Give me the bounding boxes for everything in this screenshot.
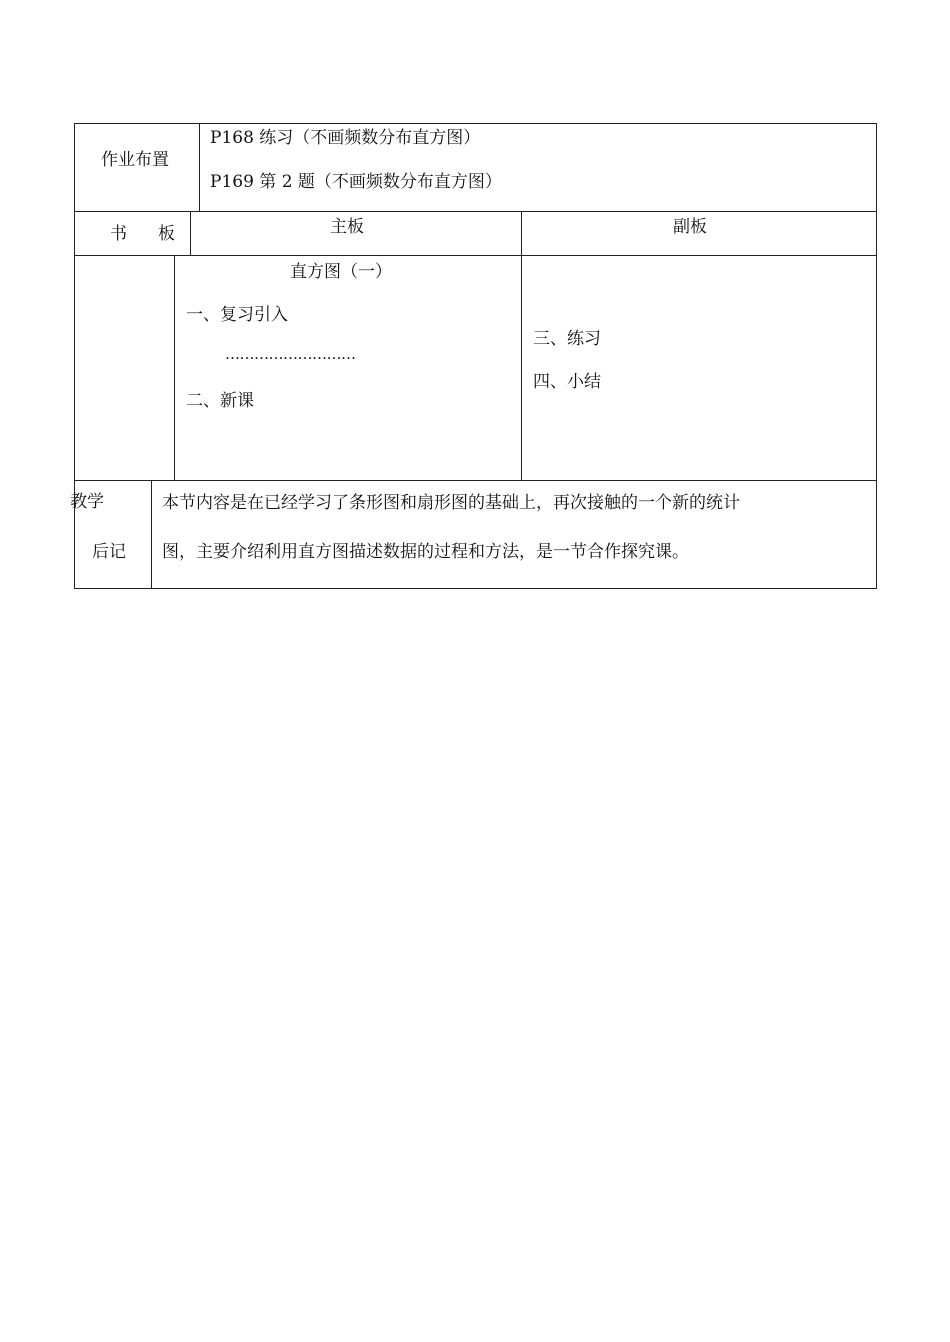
- table-right-border: [876, 123, 877, 589]
- main-board-item-1: 一、复习引入: [186, 305, 288, 325]
- main-board-dots: ………………………: [225, 345, 356, 363]
- reflection-label-line-2: 后记: [92, 542, 126, 562]
- side-board-item-3: 三、练习: [533, 329, 601, 349]
- reflection-line-2: 图，主要介绍利用直方图描述数据的过程和方法，是一节合作探究课。: [162, 542, 689, 562]
- board-header-col-divider: [190, 211, 191, 255]
- main-board-label: 主板: [330, 217, 364, 237]
- board-content-col-divider: [174, 255, 175, 480]
- board-label-char-2: 板: [158, 224, 175, 244]
- reflection-line-1: 本节内容是在已经学习了条形图和扇形图的基础上，再次接触的一个新的统计: [162, 493, 740, 513]
- row-divider-3: [74, 480, 877, 481]
- board-label-char-1: 书: [110, 224, 127, 244]
- homework-label: 作业布置: [101, 150, 169, 170]
- board-main-side-divider: [521, 211, 522, 480]
- table-bottom-border: [74, 588, 877, 589]
- table-top-border: [74, 123, 877, 124]
- main-board-item-2: 二、新课: [186, 391, 254, 411]
- table-left-border: [74, 123, 75, 589]
- homework-col-divider: [199, 123, 200, 211]
- main-board-title: 直方图（一）: [290, 262, 392, 282]
- row-divider-2: [74, 255, 877, 256]
- reflection-label-line-1: 教学: [70, 492, 104, 512]
- side-board-label: 副板: [673, 217, 707, 237]
- row-divider-1: [74, 211, 877, 212]
- side-board-item-4: 四、小结: [533, 372, 601, 392]
- homework-line-2: P169 第 2 题（不画频数分布直方图）: [210, 172, 502, 192]
- reflection-col-divider: [151, 480, 152, 588]
- homework-line-1: P168 练习（不画频数分布直方图）: [210, 128, 481, 148]
